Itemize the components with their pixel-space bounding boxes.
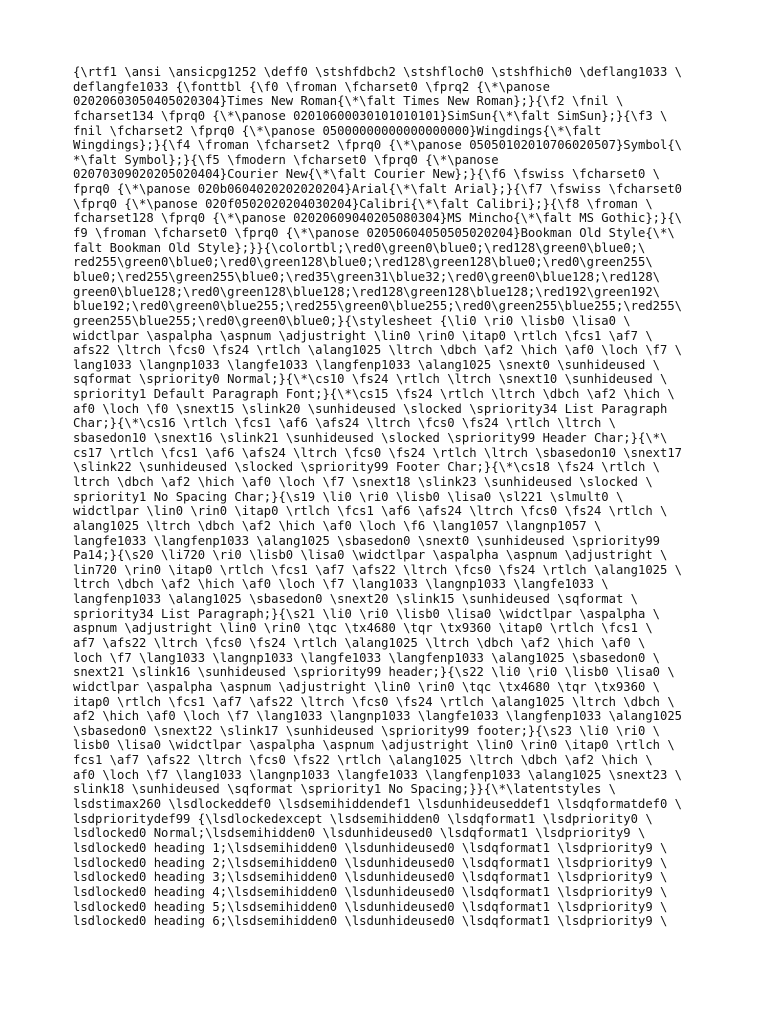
text-line: lin720 \rin0 \itap0 \rtlch \fcs1 \af7 \afs22 \ltrch \fcs0 \fs24 \rtlch \alang1025 \	[73, 562, 683, 577]
text-line: Char;}{\*\cs16 \rtlch \fcs1 \af6 \afs24 \ltrch \fcs0 \fs24 \rtlch \ltrch \	[73, 416, 616, 431]
text-line: blue0;\red255\green255\blue0;\red35\green31\blue32;\red0\green0\blue128;\red128\	[73, 269, 660, 284]
text-line: lsdlocked0 heading 4;\lsdsemihidden0 \lsdunhideused0 \lsdqformat1 \lsdpriority9 \	[73, 884, 668, 899]
text-line: lsdlocked0 heading 5;\lsdsemihidden0 \lsdunhideused0 \lsdqformat1 \lsdpriority9 \	[73, 899, 668, 914]
text-line: af2 \hich \af0 \loch \f7 \lang1033 \langnp1033 \langfe1033 \langfenp1033 \alang1025	[73, 709, 683, 724]
text-line: snext21 \slink16 \sunhideused \spriority99 header;}{\s22 \li0 \ri0 \lisb0 \lisa0 \	[73, 665, 675, 680]
text-line: Wingdings};}{\f4 \froman \fcharset2 \fprq0 {\*\panose 05050102010706020507}Symbol{\	[73, 138, 683, 153]
text-line: fcharset134 \fprq0 {\*\panose 02010600030101010101}SimSun{\*\falt SimSun};}{\f3 \	[73, 108, 668, 123]
text-line: fcs1 \af7 \afs22 \ltrch \fcs0 \fs22 \rtlch \alang1025 \ltrch \dbch \af2 \hich \	[73, 753, 653, 768]
text-line: ltrch \dbch \af2 \hich \af0 \loch \f7 \snext18 \slink23 \sunhideused \slocked \	[73, 474, 653, 489]
text-line: green0\blue128;\red0\green128\blue128;\red128\green128\blue128;\red192\green192\	[73, 284, 660, 299]
text-line: blue192;\red0\green0\blue255;\red255\green0\blue255;\red0\green255\blue255;\red255\	[73, 299, 683, 314]
text-line: spriority34 List Paragraph;}{\s21 \li0 \ri0 \lisb0 \lisa0 \widctlpar \aspalpha \	[73, 606, 660, 621]
text-line: aspnum \adjustright \lin0 \rin0 \tqc \tx4680 \tqr \tx9360 \itap0 \rtlch \fcs1 \	[73, 621, 653, 636]
text-line: lsdlocked0 Normal;\lsdsemihidden0 \lsdunhideused0 \lsdqformat1 \lsdpriority9 \	[73, 826, 646, 841]
text-line: lsdlocked0 heading 1;\lsdsemihidden0 \lsdunhideused0 \lsdqformat1 \lsdpriority9 \	[73, 840, 668, 855]
text-line: sqformat \spriority0 Normal;}{\*\cs10 \fs24 \rtlch \ltrch \snext10 \sunhideused \	[73, 372, 668, 387]
text-line: *\falt Symbol};}{\f5 \fmodern \fcharset0 \fprq0 {\*\panose	[73, 152, 499, 167]
text-line: langfenp1033 \alang1025 \sbasedon0 \snext20 \slink15 \sunhideused \sqformat \	[73, 592, 638, 607]
text-line: fprq0 {\*\panose 020b0604020202020204}Arial{\*\falt Arial};}{\f7 \fswiss \fcharset0	[73, 182, 683, 197]
text-line: Pa14;}{\s20 \li720 \ri0 \lisb0 \lisa0 \widctlpar \aspalpha \aspnum \adjustright \	[73, 548, 668, 563]
text-line: falt Bookman Old Style};}}{\colortbl;\red0\green0\blue0;\red128\green0\blue0;\	[73, 240, 646, 255]
text-line: lang1033 \langnp1033 \langfe1033 \langfenp1033 \alang1025 \snext0 \sunhideused \	[73, 357, 660, 372]
text-line: 02070309020205020404}Courier New{\*\falt Courier New};}{\f6 \fswiss \fcharset0 \	[73, 167, 660, 182]
text-line: spriority1 No Spacing Char;}{\s19 \li0 \ri0 \lisb0 \lisa0 \sl221 \slmult0 \	[73, 489, 624, 504]
text-line: 02020603050405020304}Times New Roman{\*\falt Times New Roman};}{\f2 \fnil \	[73, 94, 624, 109]
text-line: afs22 \ltrch \fcs0 \fs24 \rtlch \alang1025 \ltrch \dbch \af2 \hich \af0 \loch \f7 \	[73, 343, 683, 358]
text-line: sbasedon10 \snext16 \slink21 \sunhideused \slocked \spriority99 Header Char;}{\*\	[73, 431, 668, 446]
text-line: fcharset128 \fprq0 {\*\panose 02020609040205080304}MS Mincho{\*\falt MS Gothic};}{\	[73, 211, 683, 226]
text-line: widctlpar \lin0 \rin0 \itap0 \rtlch \fcs1 \af6 \afs24 \ltrch \fcs0 \fs24 \rtlch \	[73, 504, 668, 519]
text-line: ltrch \dbch \af2 \hich \af0 \loch \f7 \lang1033 \langnp1033 \langfe1033 \	[73, 577, 609, 592]
text-line: red255\green0\blue0;\red0\green128\blue0;\red128\green128\blue0;\red0\green255\	[73, 255, 653, 270]
text-line: cs17 \rtlch \fcs1 \af6 \afs24 \ltrch \fcs0 \fs24 \rtlch \ltrch \sbasedon10 \snext17	[73, 445, 683, 460]
text-line: lsdlocked0 heading 3;\lsdsemihidden0 \lsdunhideused0 \lsdqformat1 \lsdpriority9 \	[73, 870, 668, 885]
text-line: \slink22 \sunhideused \slocked \spriority99 Footer Char;}{\*\cs18 \fs24 \rtlch \	[73, 460, 660, 475]
text-line: alang1025 \ltrch \dbch \af2 \hich \af0 \loch \f6 \lang1057 \langnp1057 \	[73, 518, 602, 533]
text-line: af0 \loch \f7 \lang1033 \langnp1033 \langfe1033 \langfenp1033 \alang1025 \snext23 \	[73, 767, 683, 782]
text-line: loch \f7 \lang1033 \langnp1033 \langfe1033 \langfenp1033 \alang1025 \sbasedon0 \	[73, 650, 660, 665]
text-line: slink18 \sunhideused \sqformat \spriority1 No Spacing;}}{\*\latentstyles \	[73, 782, 616, 797]
text-line: widctlpar \aspalpha \aspnum \adjustright \lin0 \rin0 \itap0 \rtlch \fcs1 \af7 \	[73, 328, 653, 343]
text-line: lsdstimax260 \lsdlockeddef0 \lsdsemihiddendef1 \lsdunhideuseddef1 \lsdqformatdef0 \	[73, 797, 683, 812]
text-line: \sbasedon0 \snext22 \slink17 \sunhideused \spriority99 footer;}{\s23 \li0 \ri0 \	[73, 723, 660, 738]
text-line: widctlpar \aspalpha \aspnum \adjustright \lin0 \rin0 \tqc \tx4680 \tqr \tx9360 \	[73, 679, 660, 694]
text-line: fnil \fcharset2 \fprq0 {\*\panose 05000000000000000000}Wingdings{\*\falt	[73, 123, 602, 138]
text-line: green255\blue255;\red0\green0\blue0;}{\stylesheet {\li0 \ri0 \lisb0 \lisa0 \	[73, 313, 631, 328]
text-line: itap0 \rtlch \fcs1 \af7 \afs22 \ltrch \fcs0 \fs24 \rtlch \alang1025 \ltrch \dbch \	[73, 694, 675, 709]
text-line: spriority1 Default Paragraph Font;}{\*\cs15 \fs24 \rtlch \ltrch \dbch \af2 \hich \	[73, 387, 675, 402]
text-line: \fprq0 {\*\panose 020f0502020204030204}Calibri{\*\falt Calibri};}{\f8 \froman \	[73, 196, 653, 211]
text-line: af0 \loch \f0 \snext15 \slink20 \sunhideused \slocked \spriority34 List Paragraph	[73, 401, 668, 416]
text-line: af7 \afs22 \ltrch \fcs0 \fs24 \rtlch \alang1025 \ltrch \dbch \af2 \hich \af0 \	[73, 635, 646, 650]
text-line: f9 \froman \fcharset0 \fprq0 {\*\panose 02050604050505020204}Bookman Old Style{\*\	[73, 226, 675, 241]
text-line: lsdlocked0 heading 2;\lsdsemihidden0 \lsdunhideused0 \lsdqformat1 \lsdpriority9 \	[73, 855, 668, 870]
text-line: langfe1033 \langfenp1033 \alang1025 \sbasedon0 \snext0 \sunhideused \spriority99	[73, 533, 660, 548]
text-line: lsdlocked0 heading 6;\lsdsemihidden0 \lsdunhideused0 \lsdqformat1 \lsdpriority9 \	[73, 914, 668, 929]
text-line: lsdprioritydef99 {\lsdlockedexcept \lsdsemihidden0 \lsdqformat1 \lsdpriority0 \	[73, 811, 653, 826]
rtf-source-text	[73, 65, 713, 929]
text-line: deflangfe1033 {\fonttbl {\f0 \froman \fcharset0 \fprq2 {\*\panose	[73, 79, 550, 94]
text-line: {\rtf1 \ansi \ansicpg1252 \deff0 \stshfdbch2 \stshfloch0 \stshfhich0 \deflang1033 \	[73, 65, 683, 79]
text-line: lisb0 \lisa0 \widctlpar \aspalpha \aspnum \adjustright \lin0 \rin0 \itap0 \rtlch \	[73, 738, 675, 753]
